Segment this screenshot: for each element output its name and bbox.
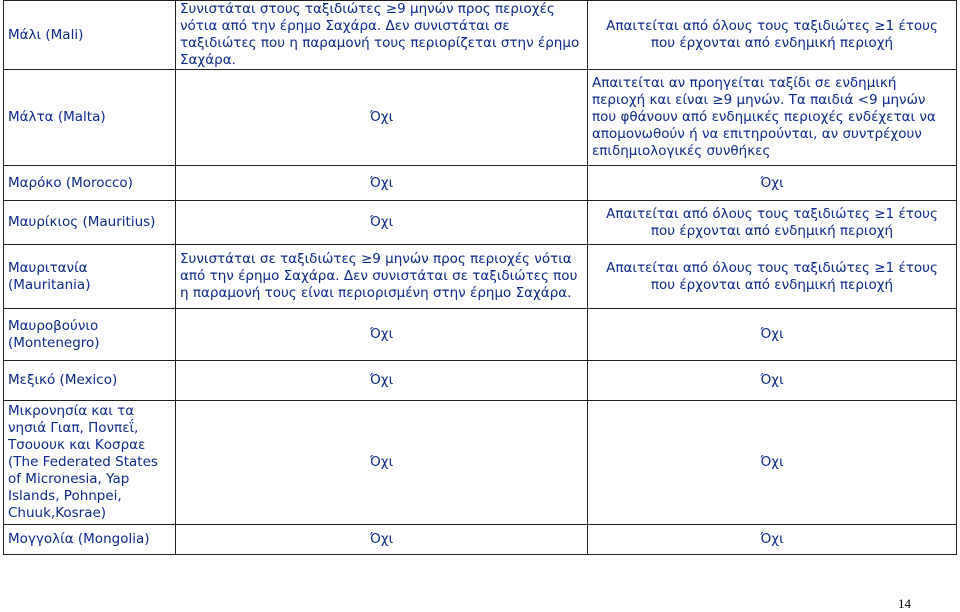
requirement-cell: Όχι	[588, 525, 957, 555]
country-cell: Μάλι (Mali)	[4, 1, 176, 70]
country-cell: Μικρονησία και τα νησιά Γιαπ, Πονπεΐ, Τσουουκ και Κοσραε (The Federated States of Micronesia, Yap Islands, Pohnpei, Chuuk,Kosrae)	[4, 401, 176, 525]
recommendation-cell: Όχι	[176, 309, 588, 361]
table-row	[4, 309, 957, 361]
requirement-cell: Όχι	[588, 401, 957, 525]
country-cell: Μαυρίκιος (Mauritius)	[4, 201, 176, 245]
table-row	[4, 201, 957, 245]
table-row	[4, 525, 957, 555]
table-row	[4, 361, 957, 401]
country-cell: Μαυριτανία (Mauritania)	[4, 245, 176, 309]
recommendation-cell: Συνιστάται σε ταξιδιώτες ≥9 μηνών προς περιοχές νότια από την έρημο Σαχάρα. Δεν συνιστάται σε ταξιδιώτες που η παραμονή τους είναι περιορισμένη στην έρημο Σαχάρα.	[176, 245, 588, 309]
table-row	[4, 401, 957, 525]
recommendation-cell: Όχι	[176, 166, 588, 201]
recommendation-cell: Όχι	[176, 361, 588, 401]
requirement-cell: Όχι	[588, 309, 957, 361]
recommendation-cell: Όχι	[176, 201, 588, 245]
recommendation-cell: Όχι	[176, 70, 588, 166]
country-cell: Μεξικό (Mexico)	[4, 361, 176, 401]
recommendation-cell: Όχι	[176, 401, 588, 525]
country-cell: Μαρόκο (Morocco)	[4, 166, 176, 201]
requirement-cell: Όχι	[588, 361, 957, 401]
table-row	[4, 166, 957, 201]
country-cell: Μογγολία (Mongolia)	[4, 525, 176, 555]
requirement-cell: Απαιτείται από όλους τους ταξιδιώτες ≥1 έτους που έρχονται από ενδημική περιοχή	[588, 1, 957, 70]
table-row	[4, 70, 957, 166]
country-cell: Μάλτα (Malta)	[4, 70, 176, 166]
requirement-cell: Απαιτείται από όλους τους ταξιδιώτες ≥1 έτους που έρχονται από ενδημική περιοχή	[588, 201, 957, 245]
table-row	[4, 1, 957, 70]
table-row	[4, 245, 957, 309]
vaccination-table	[3, 0, 957, 555]
country-cell: Μαυροβούνιο (Montenegro)	[4, 309, 176, 361]
requirement-cell: Απαιτείται αν προηγείται ταξίδι σε ενδημική περιοχή και είναι ≥9 μηνών. Τα παιδιά <9 μηνών που φθάνουν από ενδημικές περιοχές ενδέχεται να απομονωθούν ή να επιτηρούνται, αν συντρέχουν επιδημιολογικές συνθήκες	[588, 70, 957, 166]
requirement-cell: Όχι	[588, 166, 957, 201]
requirement-cell: Απαιτείται από όλους τους ταξιδιώτες ≥1 έτους που έρχονται από ενδημική περιοχή	[588, 245, 957, 309]
recommendation-cell: Συνιστάται στους ταξιδιώτες ≥9 μηνών προς περιοχές νότια από την έρημο Σαχάρα. Δεν συνιστάται σε ταξιδιώτες που η παραμονή τους περιορίζεται στην έρημο Σαχάρα.	[176, 1, 588, 70]
page-number: 14	[898, 596, 911, 611]
recommendation-cell: Όχι	[176, 525, 588, 555]
